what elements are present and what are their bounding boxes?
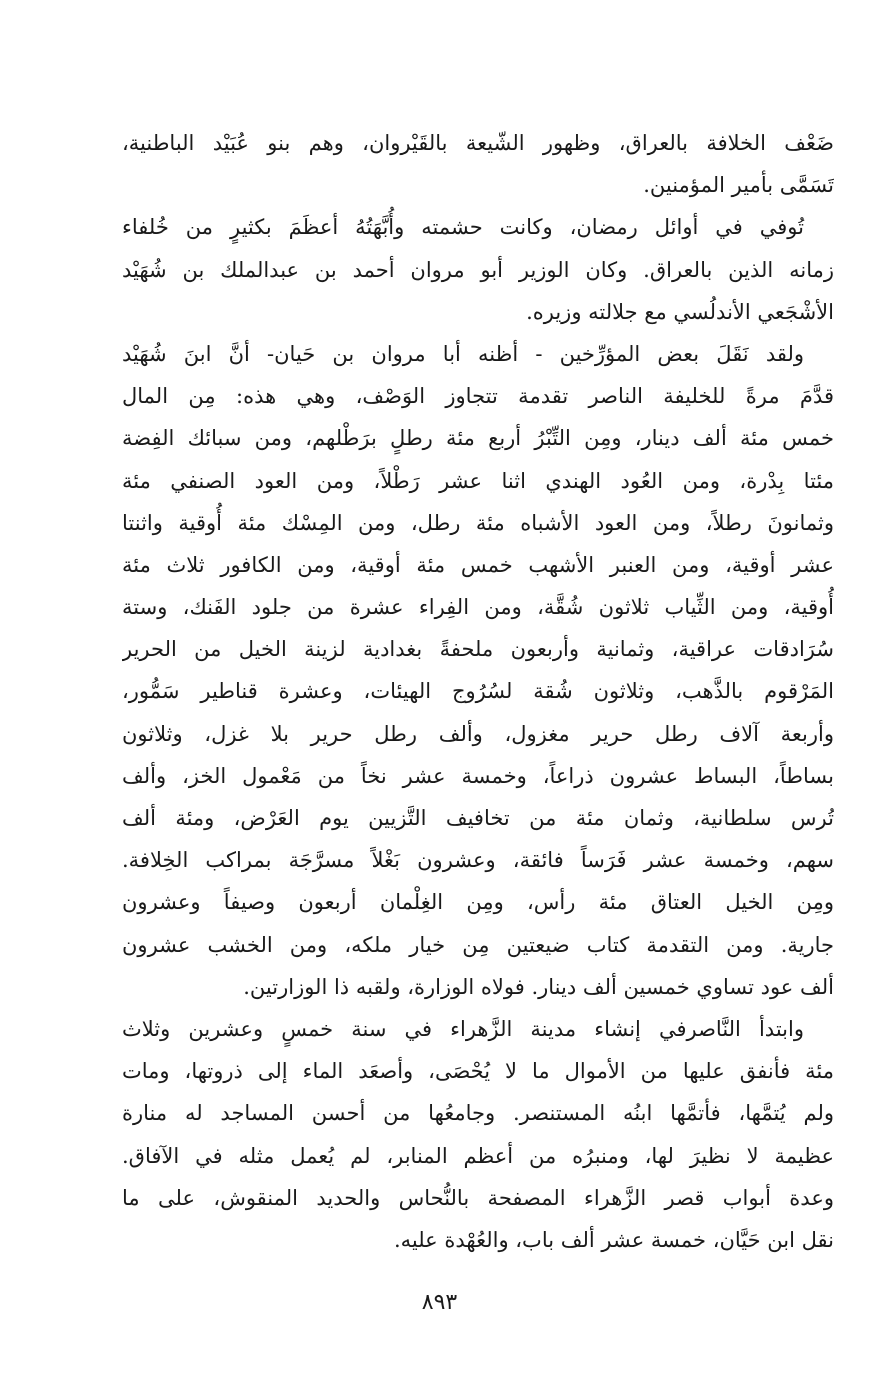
text-line: المَرْقوم بالذَّهب، وثلاثون شُقة لسُرُوج الهيئات، وعشرة قناطير سَمُّور، xyxy=(122,679,834,704)
text-line: قدَّمَ مرةً للخليفة الناصر تقدمة تتجاوز الوَصْف، وهي هذه: مِن المال xyxy=(122,384,834,409)
text-line: نقل ابن حَيَّان، خمسة عشر ألف باب، والعُهْدة عليه. xyxy=(393,1227,834,1252)
text-line: جارية. ومن التقدمة كتاب ضيعتين مِن خيار ملكه، ومن الخشب عشرون xyxy=(122,932,834,957)
text-line: زمانه الذين بالعراق. وكان الوزير أبو مروان أحمد بن عبدالملك بن شُهَيْد xyxy=(122,257,834,282)
text-line: ولم يُتمَّها، فأتمَّها ابنُه المستنصر. وجامعُها من أحسن المساجد له منارة xyxy=(122,1101,834,1126)
text-line: عشر أوقية، ومن العنبر الأشهب خمس مئة أوقية، ومن الكافور ثلاث مئة xyxy=(122,552,834,577)
text-line: مئتا بِدْرة، ومن العُود الهندي اثنا عشر رَطْلاً، ومن العود الصنفي مئة xyxy=(122,468,834,493)
text-line: وعدة أبواب قصر الزَّهراء المصفحة بالنُّحاس والحديد المنقوش، على ما xyxy=(122,1185,834,1210)
page-number: ٨٩٣ xyxy=(421,1290,458,1315)
text-line: ومِن الخيل العتاق مئة رأس، ومِن الغِلْمان أربعون وصيفاً وعشرون xyxy=(122,890,834,915)
text-line: وأربعة آلاف رطل حرير مغزول، وألف رطل حرير بلا غزل، وثلاثون xyxy=(122,721,834,746)
text-line: ألف عود تساوي خمسين ألف دينار. فولاه الوزارة، ولقبه ذا الوزارتين. xyxy=(243,974,834,999)
text-line: ولقد نَقَلَ بعض المؤرِّخين - أظنه أبا مروان بن حَيان- أنَّ ابنَ شُهَيْد xyxy=(122,341,804,366)
text-line: وابتدأ النَّاصرفي إنشاء مدينة الزَّهراء في سنة خمسٍ وعشرين وثلاث xyxy=(122,1016,804,1041)
text-line: مئة فأنفق عليها من الأموال ما لا يُحْصَى، وأصعَد الماء إلى ذروتها، ومات xyxy=(122,1059,834,1084)
text-line: ضَعْف الخلافة بالعراق، وظهور الشّيعة بالقَيْروان، وهم بنو عُبَيْد الباطنية، xyxy=(122,131,834,155)
text-line: تَسَمَّى بأمير المؤمنين. xyxy=(643,173,834,198)
text-line: تُوفي في أوائل رمضان، وكانت حشمته وأُبَّهَتُهُ أعظَمَ بكثيرٍ من خُلفاء xyxy=(122,215,804,240)
text-line: أُوقية، ومن الثِّياب ثلاثون شُقَّة، ومن الفِراء عشرة من جلود الفَنك، وستة xyxy=(122,595,834,620)
text-line: سُرَادقات عراقية، وثمانية وأربعون ملحفةً بغدادية لزينة الخيل من الحرير xyxy=(122,637,834,662)
text-line: الأشْجَعي الأندلُسي مع جلالته وزيره. xyxy=(526,299,834,324)
text-line: وثمانونَ رطلاً، ومن العود الأشباه مئة رطل، ومن المِسْك مئة أُوقية واثنتا xyxy=(122,510,834,535)
text-line: خمس مئة ألف دينار، ومِن التِّبْرُ أربع مئة رطلٍ برَطْلهم، ومن سبائك الفِضة xyxy=(122,426,834,451)
text-line: بساطاً، البساط عشرون ذراعاً، وخمسة عشر نخاً من مَعْمول الخز، وألف xyxy=(122,763,834,788)
text-line: سهم، وخمسة عشر فَرَساً فائقة، وعشرون بَغْلاً مسرَّجَة بمراكب الخِلافة. xyxy=(122,848,834,873)
text-line: تُرس سلطانية، وثمان مئة من تخافيف التَّزيين يوم العَرْض، ومئة ألف xyxy=(122,806,834,830)
text-line: عظيمة لا نظيرَ لها، ومنبرُه من أعظم المنابر، لم يُعمل مثله في الآفاق. xyxy=(122,1143,834,1168)
body-text xyxy=(122,122,834,1261)
